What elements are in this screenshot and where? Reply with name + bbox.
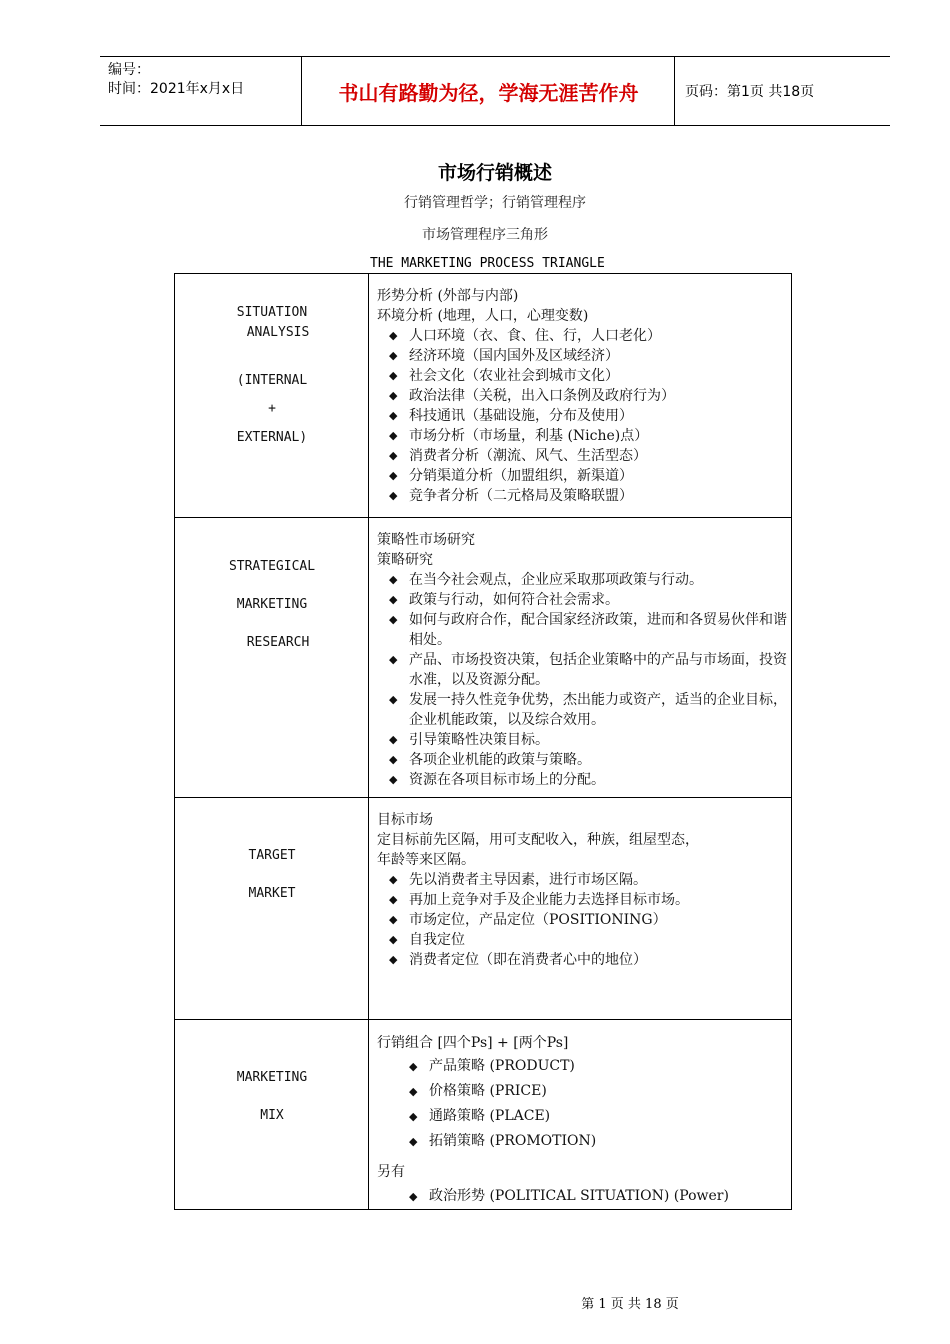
row-label: ANALYSIS [246,325,310,340]
list-item: ◆ 通路策略 (PLACE) [377,1104,787,1129]
row-label-cell [175,1020,369,1209]
list-item: ◆ 竞争者分析（二元格局及策略联盟） [377,486,787,506]
marketing-process-table [174,273,792,1210]
list-item: ◆ 消费者定位（即在消费者心中的地位） [377,950,787,970]
doc-time-label: 时间：2021年x月x日 [108,81,245,97]
content-line: 目标市场 [377,812,433,828]
table-row [175,517,791,797]
row-content-cell [369,798,791,1019]
list-item: ◆ 市场定位，产品定位（POSITIONING） [377,910,787,930]
list-item: ◆ 政治形势 (POLITICAL SITUATION) (Power) [377,1184,787,1209]
list-item: ◆ 产品、市场投资决策，包括企业策略中的产品与市场面，投资水准，以及资源分配。 [377,650,787,690]
bullet-list [377,1184,787,1209]
list-item: ◆ 资源在各项目标市场上的分配。 [377,770,787,790]
row-label: MARKETING [236,597,308,612]
row-label: SITUATION [236,305,308,320]
row-label: STRATEGICAL [228,559,316,574]
list-item: ◆ 引导策略性决策目标。 [377,730,787,750]
list-item: ◆ 政策与行动，如何符合社会需求。 [377,590,787,610]
page-header [100,56,890,126]
bullet-list [377,570,787,790]
list-item: ◆ 再加上竞争对手及企业能力去选择目标市场。 [377,890,787,910]
header-motto: 书山有路勤为径，学海无涯苦作舟 [338,80,639,105]
row-label: MARKET [248,886,296,901]
row-label: EXTERNAL) [236,430,308,445]
doc-subtitle: 市场管理程序三角形 [422,227,548,243]
list-item: ◆ 政治法律（关税，出入口条例及政府行为） [377,386,787,406]
content-line: 环境分析 (地理，人口，心理变数) [377,308,589,324]
list-item: ◆ 在当今社会观点，企业应采取那项政策与行动。 [377,570,787,590]
doc-code-label: 编号： [108,62,150,78]
list-item: ◆ 自我定位 [377,930,787,950]
row-label: MIX [260,1108,284,1123]
row-content-cell [369,274,791,517]
content-line: 形势分析 (外部与内部) [377,288,519,304]
list-item: ◆ 经济环境（国内国外及区域经济） [377,346,787,366]
list-item: ◆ 人口环境（衣、食、住、行，人口老化） [377,326,787,346]
bullet-list [377,326,787,506]
content-line: 策略研究 [377,552,433,568]
row-label: MARKETING [236,1070,308,1085]
bullet-list [377,1054,787,1154]
row-content-cell [369,1020,791,1209]
table-row [175,274,791,517]
table-caption: THE MARKETING PROCESS TRIANGLE [370,256,605,271]
list-item: ◆ 如何与政府合作，配合国家经济政策，进而和各贸易伙伴和谐相处。 [377,610,787,650]
table-row [175,797,791,1019]
row-label: RESEARCH [246,635,310,650]
row-label-cell [175,518,369,797]
content-line: 年龄等来区隔。 [377,852,475,868]
list-item: ◆ 发展一持久性竞争优势，杰出能力或资产，适当的企业目标，企业机能政策，以及综合效用。 [377,690,787,730]
list-item: ◆ 科技通讯（基础设施，分布及使用） [377,406,787,426]
header-meta [108,61,244,99]
list-item: ◆ 产品策略 (PRODUCT) [377,1054,787,1079]
table-row [175,1019,791,1209]
header-page-info: 页码：第1页 共18页 [685,84,815,100]
list-item: ◆ 分销渠道分析（加盟组织，新渠道） [377,466,787,486]
content-line: 策略性市场研究 [377,532,475,548]
doc-subtitle: 行销管理哲学；行销管理程序 [404,195,586,211]
bullet-list [377,870,787,970]
list-item: ◆ 社会文化（农业社会到城市文化） [377,366,787,386]
list-item: ◆ 消费者分析（潮流、风气、生活型态） [377,446,787,466]
list-item: ◆ 先以消费者主导因素，进行市场区隔。 [377,870,787,890]
row-label-cell [175,798,369,1019]
row-content-cell [369,518,791,797]
page-footer: 第 1 页 共 18 页 [581,1297,679,1312]
row-label: (INTERNAL [236,373,308,388]
content-line: 定目标前先区隔，用可支配收入，种族，组屋型态， [377,832,699,848]
row-label: TARGET [248,848,296,863]
content-line: 行销组合 [四个Ps] + [两个Ps] [377,1035,569,1051]
row-label-cell [175,274,369,517]
content-line: 另有 [377,1164,405,1180]
list-item: ◆ 拓销策略 (PROMOTION) [377,1129,787,1154]
list-item: ◆ 市场分析（市场量，利基 (Niche)点） [377,426,787,446]
doc-title: 市场行销概述 [437,162,552,184]
header-divider [674,57,675,125]
list-item: ◆ 各项企业机能的政策与策略。 [377,750,787,770]
row-label: + [268,401,276,416]
list-item: ◆ 价格策略 (PRICE) [377,1079,787,1104]
